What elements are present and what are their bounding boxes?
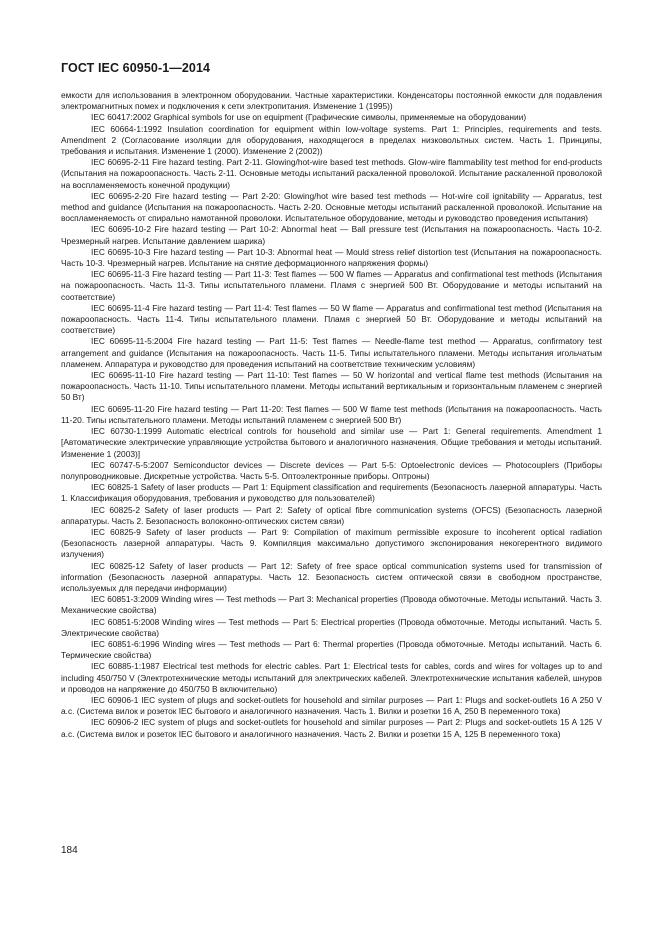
document-header: ГОСТ IEC 60950-1—2014 (61, 61, 211, 75)
reference-paragraph: IEC 60747-5-5:2007 Semiconductor devices — Discrete devices — Part 5-5: Optoelectronic devices — Photocouplers (Приборы полупроводниковые. Дискретные устройства. Часть 5-5. Оптоэлектронные приборы. Оптроны) (61, 459, 602, 481)
reference-paragraph: IEC 60695-2-20 Fire hazard testing — Part 2-20: Glowing/hot wire based test methods — Hot-wire coil ignitability — Apparatus, test method and guidance (Испытания на пожароопасность. Часть 2-20. Основные методы испытаний раскаленной проволокой. Испытание на воспламеняемость от спирально намотанной проволоки. Испытательное оборудование, методы и руководство проведения испытания) (61, 190, 602, 224)
reference-paragraph: IEC 60695-11-5:2004 Fire hazard testing — Part 11-5: Test flames — Needle-flame test method — Apparatus, confirmatory test arrangement and guidance (Испытания на пожароопасность. Часть 11-5. Типы испытательного пламени. Методы испытания игольчатым пламенем. Аппаратура и руководство для проведения испытаний на соответствие техническим условиям) (61, 336, 602, 369)
page-number: 184 (61, 845, 78, 856)
reference-paragraph: IEC 60664-1:1992 Insulation coordination for equipment within low-voltage systems. Part 1: Principles, requirements and tests. Amendment 2 (Согласование изоляции для оборудования, находящегося в пределах низковольтных систем. Часть 1. Принципы, требования и испытания. Изменение 1 (2000). Изменение 2 (2002)) (61, 123, 602, 157)
reference-paragraph: IEC 60825-2 Safety of laser products — Part 2: Safety of optical fibre communication systems (OFCS) (Безопасность лазерной аппаратуры. Часть 2. Безопасность волоконно-оптических систем связи) (61, 504, 602, 526)
reference-paragraph: IEC 60695-11-10 Fire hazard testing — Part 11-10: Test flames — 50 W horizontal and vertical flame test methods (Испытания на пожароопасность. Часть 11-10. Типы испытательного пламени. Методы испытаний вертикальным и горизонтальным пламенем с энергией 50 Вт) (61, 370, 602, 403)
reference-paragraph: IEC 60417:2002 Graphical symbols for use on equipment (Графические символы, применяемые на оборудовании) (91, 112, 527, 123)
reference-paragraph: IEC 60825-1 Safety of laser products — Part 1: Equipment classification and requirements (Безопасность лазерной аппаратуры. Часть 1. Классификация оборудования, требования и руководство для пользователей) (61, 482, 602, 504)
reference-paragraph: IEC 60825-12 Safety of laser products — Part 12: Safety of free space optical communication systems used for transmission of information (Безопасность лазерной аппаратуры. Часть 12. Безопасность систем оптической связи в свободном пространстве, используемых для передачи информации) (61, 560, 602, 593)
reference-paragraph: IEC 60906-2 IEC system of plugs and socket-outlets for household and similar purposes — Part 2: Plugs and socket-outlets 15 A 125 V a.c. (Система вилок и розеток IEC бытового и аналогичного назначения. Часть 2. Вилки и розетки 15 А, 125 В переменного тока) (61, 717, 602, 739)
reference-paragraph: IEC 60885-1:1987 Electrical test methods for electric cables. Part 1: Electrical tests for cables, cords and wires for voltages up to and including 450/750 V (Электротехнические методы испытаний для электрических кабелей. Электротехнические испытания кабелей, шнуров и проводов на напряжение до 450/750 В включительно) (61, 661, 602, 694)
reference-paragraph: IEC 60695-11-20 Fire hazard testing — Part 11-20: Test flames — 500 W flame test methods (Испытания на пожароопасность. Часть 11-20. Типы испытательного пламени. Методы испытаний пламенем с энергией 500 Вт) (61, 403, 602, 425)
reference-paragraph: емкости для использования в электронном оборудовании. Частные характеристики. Конденсаторы постоянной емкости для подавления электромагнитных помех и подключения к сети электропитания. Изменение 1 (1995)) (61, 90, 602, 112)
reference-paragraph: IEC 60695-10-2 Fire hazard testing — Part 10-2: Abnormal heat — Ball pressure test (Испытания на пожароопасность. Часть 10-2. Чрезмерный нагрев. Испытание давлением шарика) (61, 224, 602, 246)
reference-paragraph: IEC 60851-3:2009 Winding wires — Test methods — Part 3: Mechanical properties (Провода обмоточные. Методы испытаний. Часть 3. Механические свойства) (61, 594, 602, 616)
reference-list (61, 90, 602, 740)
reference-paragraph: IEC 60695-2-11 Fire hazard testing. Part 2-11. Glowing/hot-wire based test methods. Glow-wire flammability test method for end-products (Испытания на пожароопасность. Часть 2-11. Основные методы испытаний раскаленной проволокой. Испытание раскаленной проволокой на воспламеняемость конечной продукции) (61, 157, 602, 190)
reference-paragraph: IEC 60695-10-3 Fire hazard testing — Part 10-3: Abnormal heat — Mould stress relief distortion test (Испытания на пожароопасность. Часть 10-3. Чрезмерный нагрев. Испытание на снятие деформационного напряжения формы) (61, 246, 602, 269)
reference-paragraph: IEC 60851-5:2008 Winding wires — Test methods — Part 5: Electrical properties (Провода обмоточные. Методы испытаний. Часть 5. Электрические свойства) (61, 616, 602, 638)
reference-paragraph: IEC 60825-9 Safety of laser products — Part 9: Compilation of maximum permissible exposure to incoherent optical radiation (Безопасность лазерной аппаратуры. Часть 9. Компиляция максимально допустимого экспонирования некогерентного видимого излучения) (61, 526, 602, 560)
reference-paragraph: IEC 60695-11-4 Fire hazard testing — Part 11-4: Test flames — 50 W flame — Apparatus and confirmational test method (Испытания на пожароопасность. Часть 11-4. Типы испытательного пламени. Пламя с энергией 50 Вт. Оборудование и методы испытаний на соответствие) (61, 302, 602, 336)
reference-paragraph: IEC 60730-1:1999 Automatic electrical controls for household and similar use — Part 1: General requirements. Amendment 1 [Автоматические электрические управляющие устройства бытового и аналогичного назначения. Общие требования и методы испытаний. Изменение 1 (2003)] (61, 426, 602, 459)
reference-paragraph: IEC 60906-1 IEC system of plugs and socket-outlets for household and similar purposes — Part 1: Plugs and socket-outlets 16 A 250 V a.c. (Система вилок и розеток IEC бытового и аналогичного назначения. Часть 1. Вилки и розетки 16 А, 250 В переменного тока) (61, 694, 602, 717)
reference-paragraph: IEC 60851-6:1996 Winding wires — Test methods — Part 6: Thermal properties (Провода обмоточные. Методы испытаний. Часть 6. Термические свойства) (61, 638, 602, 661)
reference-paragraph: IEC 60695-11-3 Fire hazard testing — Part 11-3: Test flames — 500 W flames — Apparatus and confirmational test methods (Испытания на пожароопасность. Часть 11-3. Типы испытательного пламени. Пламя с энергией 500 Вт. Оборудование и методы испытаний на соответствие) (61, 269, 602, 302)
